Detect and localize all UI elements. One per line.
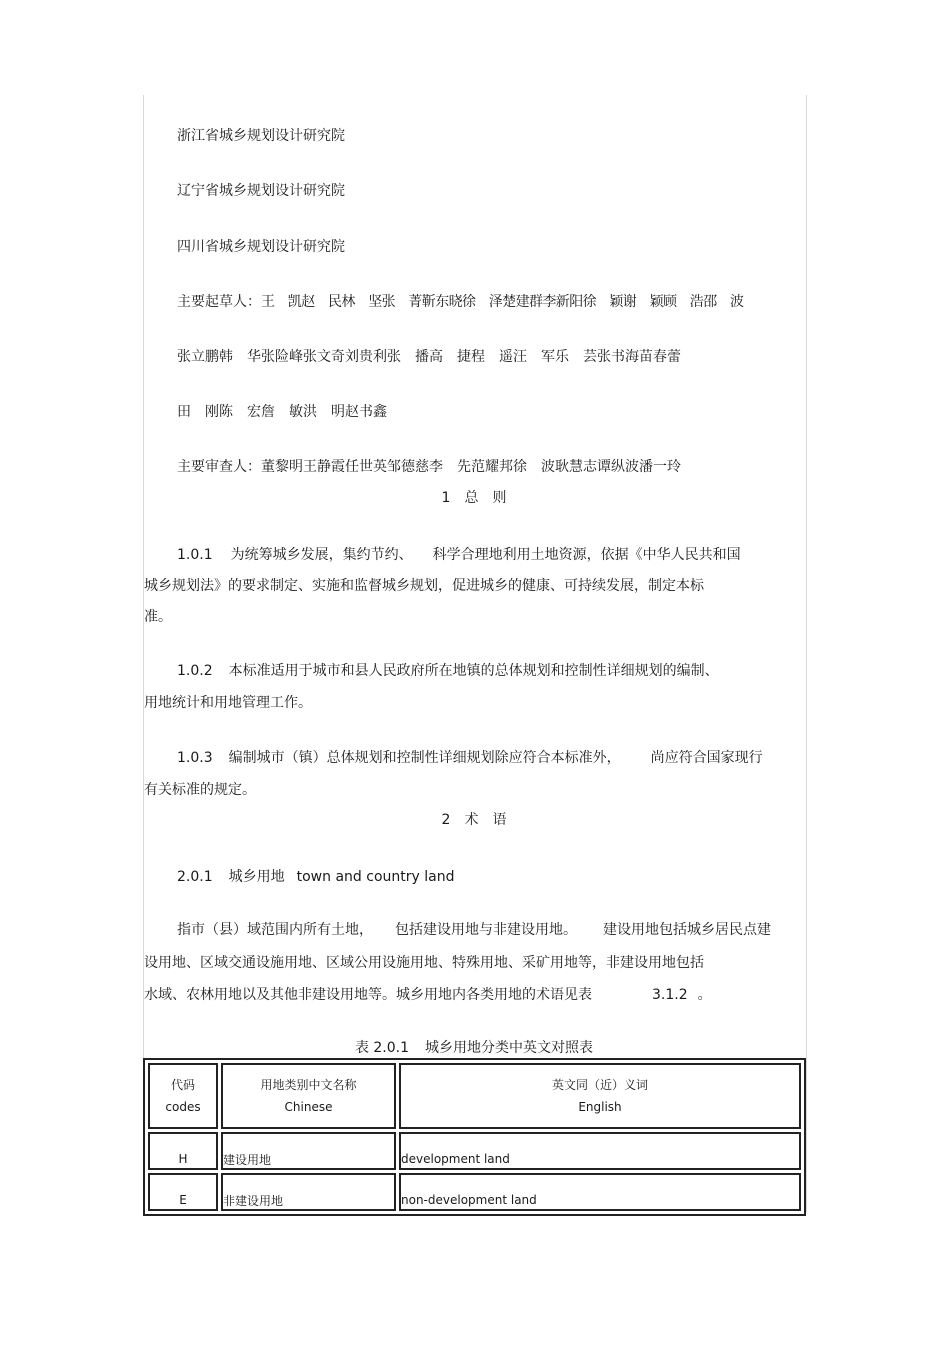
header-en: codes	[165, 1100, 201, 1114]
clause-2-0-1-heading	[177, 868, 454, 886]
clause-1-0-1-line-3: 准。	[144, 609, 172, 625]
definition-line-1	[177, 921, 771, 939]
drafters-line-3: 田 刚陈 宏詹 敏洪 明赵书鑫	[177, 404, 387, 420]
table-header-row	[148, 1063, 801, 1129]
clause-number: 1.0.2	[177, 663, 213, 679]
cell-chinese	[221, 1132, 396, 1170]
clause-1-0-1-line-1	[177, 546, 741, 564]
drafters-line-1	[177, 293, 743, 311]
table-title: 城乡用地分类中英文对照表	[425, 1040, 594, 1056]
cell-text: non-development land	[401, 1193, 537, 1207]
cell-text: 非建设用地	[223, 1193, 284, 1208]
clause-text: 为统筹城乡发展，集约节约、	[230, 547, 413, 563]
header-en: Chinese	[284, 1100, 333, 1114]
header-cn: 英文同（近）义词	[551, 1078, 648, 1092]
clause-1-0-1-line-2: 城乡规划法》的要求制定、实施和监督城乡规划，促进城乡的健康、可持续发展，制定本标	[144, 578, 704, 594]
cell-chinese	[221, 1173, 396, 1211]
definition-line-2: 设用地、区域交通设施用地、区域公用设施用地、特殊用地、采矿用地等，非建设用地包括	[144, 955, 704, 971]
cell-english	[399, 1173, 801, 1211]
definition-line-3	[144, 986, 712, 1004]
clause-number: 1.0.1	[177, 547, 213, 563]
table-row	[148, 1173, 801, 1211]
chapter-2-title: 2 术 语	[441, 812, 507, 828]
term-english: town and country land	[296, 869, 455, 885]
clause-text: 尚应符合国家现行	[650, 750, 763, 766]
header-codes	[148, 1063, 218, 1129]
header-cn: 代码	[170, 1078, 195, 1092]
clause-number: 1.0.3	[177, 750, 213, 766]
header-english	[399, 1063, 801, 1129]
cell-text: H	[178, 1152, 188, 1166]
table-caption	[143, 1039, 805, 1057]
reviewers-names: 董黎明王静霞任世英邹德慈李 先范耀邦徐 波耿慧志谭纵波潘一玲	[261, 459, 681, 475]
institute-2: 辽宁省城乡规划设计研究院	[177, 183, 345, 199]
definition-text: 包括建设用地与非建设用地。	[395, 922, 577, 938]
table-reference: 3.1.2	[652, 987, 688, 1003]
clause-text: 编制城市（镇）总体规划和控制性详细规划除应符合本标准外，	[228, 750, 621, 766]
drafters-line-2: 张立鹏韩 华张险峰张文奇刘贵利张 播高 捷程 遥汪 军乐 芸张书海苗春蕾	[177, 349, 681, 365]
table-number: 表 2.0.1	[354, 1040, 410, 1056]
definition-text: 指市（县）域范围内所有土地，	[177, 922, 373, 938]
header-cn: 用地类别中文名称	[260, 1078, 357, 1092]
clause-1-0-3-line-2: 有关标准的规定。	[144, 782, 256, 798]
header-en: English	[578, 1100, 622, 1114]
cell-code	[148, 1173, 218, 1211]
clause-text: 本标准适用于城市和县人民政府所在地镇的总体规划和控制性详细规划的编制、	[228, 663, 719, 679]
institute-3: 四川省城乡规划设计研究院	[177, 239, 345, 255]
definition-text: 。	[697, 987, 712, 1003]
reviewers-line	[177, 458, 681, 476]
clause-1-0-2-line-1	[177, 662, 719, 680]
drafters-names-1: 王 凯赵 民林 坚张 菁靳东晓徐 泽楚建群李新阳徐 颖谢 颖顾 浩邵 波	[261, 294, 744, 310]
table-row	[148, 1132, 801, 1170]
definition-text: 水域、农林用地以及其他非建设用地等。城乡用地内各类用地的术语见表	[144, 987, 592, 1003]
cell-code	[148, 1132, 218, 1170]
cell-text: development land	[401, 1152, 510, 1166]
land-classification-table	[143, 1058, 806, 1216]
definition-text: 建设用地包括城乡居民点建	[603, 922, 771, 938]
reviewers-label: 主要审查人：	[177, 459, 261, 475]
header-chinese	[221, 1063, 396, 1129]
cell-english	[399, 1132, 801, 1170]
clause-1-0-3-line-1	[177, 749, 763, 767]
term-chinese: 城乡用地	[228, 869, 285, 885]
cell-text: E	[179, 1193, 187, 1207]
drafters-label: 主要起草人：	[177, 294, 261, 310]
clause-1-0-2-line-2: 用地统计和用地管理工作。	[144, 695, 312, 711]
clause-text: 科学合理地利用土地资源，依据《中华人民共和国	[432, 547, 741, 563]
cell-text: 建设用地	[223, 1152, 272, 1167]
chapter-1-title: 1 总 则	[441, 490, 507, 506]
institute-1: 浙江省城乡规划设计研究院	[177, 128, 345, 144]
clause-number: 2.0.1	[177, 869, 213, 885]
